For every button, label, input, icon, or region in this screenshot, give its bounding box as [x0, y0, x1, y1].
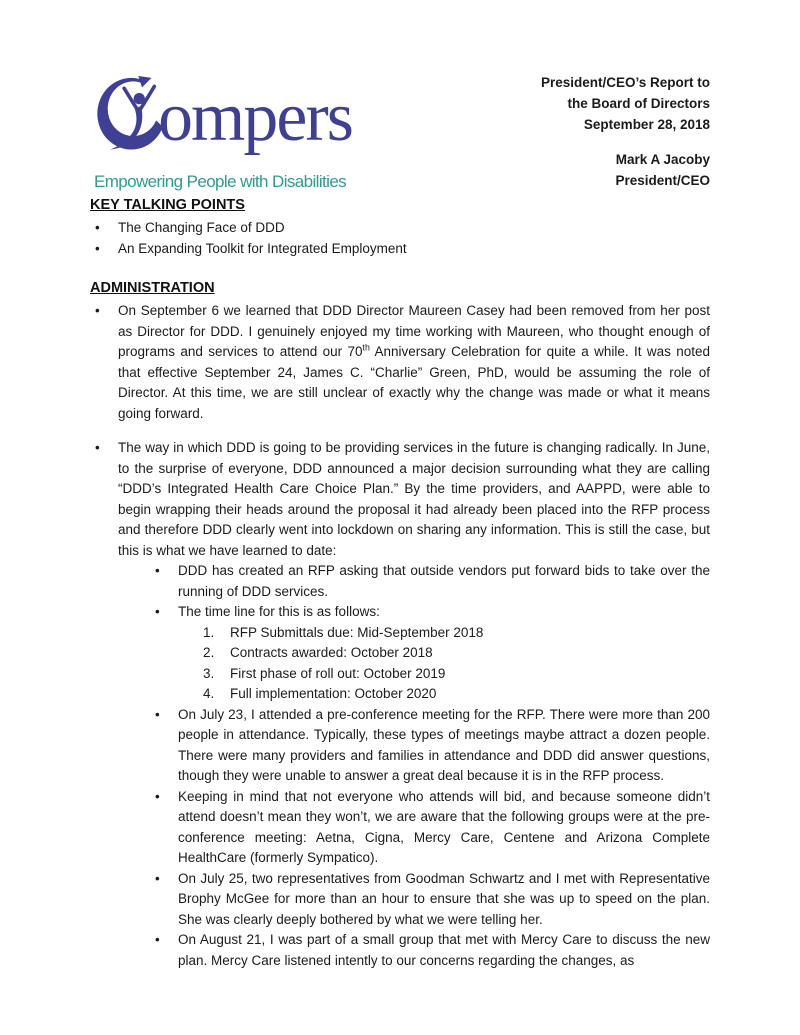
- ddd-plan-sublist: [118, 561, 710, 971]
- logo-tagline: Empowering People with Disabilities: [94, 171, 347, 191]
- author-title: President/CEO: [615, 173, 710, 188]
- key-talking-points-heading: KEY TALKING POINTS: [90, 197, 245, 213]
- author-name: Mark A Jacoby: [615, 152, 710, 167]
- timeline-step: Contracts awarded: October 2018: [230, 645, 433, 660]
- report-header: [90, 70, 710, 196]
- sub-item-brophy-mcgee-meeting: • On July 25, two representatives from Goodman Schwartz and I met with Representative Brophy McGee for more than an hour to ensure that she was up to speed on the plan. She was clearly deeply bothered by what we were telling her.: [178, 869, 710, 931]
- report-title-line1: President/CEO’s Report to: [540, 75, 710, 90]
- gompers-wordmark: [94, 70, 356, 165]
- report-date: September 28, 2018: [583, 117, 710, 132]
- timeline-list: [178, 623, 710, 705]
- paragraph-text: The way in which DDD is going to be providing services in the future is changing radically. In June, to the surprise of everyone, DDD announced a major decision surrounding what they are calling “DDD’s Integrated Health Care Choice Plan.” By the time providers, and AAPPD, were able to begin wrapping their heads around the proposal it had already been placed into the RFP process and therefore DDD clearly went into lockdown on sharing any information. This is still the case, but this is what we have learned to date:: [118, 440, 710, 558]
- meta-spacer: [541, 135, 710, 149]
- admin-bullet-ddd-services-change: [118, 438, 710, 971]
- report-body: [90, 196, 710, 971]
- sub-item-bidding-groups: • Keeping in mind that not everyone who attends will bid, and because someone didn’t attend doesn’t mean they won’t, we are aware that the following groups were at the pre-conference meeting: Aetna, Cigna, Mercy Care, Centene and Arizona Complete HealthCare (formerly Sympatico).: [178, 787, 710, 869]
- g-glyph-group: [97, 76, 352, 156]
- sub-item-preconference-meeting: • On July 23, I attended a pre-conference meeting for the RFP. There were more than 200 people in attendance. Typically, these types of meetings maybe attract a dozen people. There were many providers and families in attendance and DDD did answer questions, though they were unable to answer a great deal because it is in the RFP process.: [178, 705, 710, 787]
- paragraph-text: On September 6 we learned that DDD Director Maureen Casey had been removed from her post as Director for DDD. I genuinely enjoyed my time working with Maureen, who thought enough of programs and services to attend our 70: [118, 303, 710, 359]
- admin-bullet-maureen-casey: [118, 301, 710, 424]
- wordmark-text: ompers: [158, 79, 353, 157]
- list-item: • The Changing Face of DDD: [118, 218, 710, 239]
- paragraph-text: Anniversary Celebration for quite a while. It was noted that effective September 24, James C. “Charlie” Green, PhD, would be assuming the role of Director. At this time, we are still unclear of exactly why the change was made or what it means going forward.: [118, 344, 710, 421]
- administration-heading: ADMINISTRATION: [90, 280, 215, 296]
- g-serif: [138, 76, 151, 87]
- gompers-logo: [94, 70, 356, 192]
- timeline-step: First phase of roll out: October 2019: [230, 665, 446, 681]
- report-title-line2: the Board of Directors: [567, 96, 710, 111]
- paragraph-text: The time line for this is as follows:: [178, 604, 380, 619]
- sub-item-rfp-created: • DDD has created an RFP asking that outside vendors put forward bids to take over the running of DDD services.: [178, 561, 710, 602]
- list-item: • An Expanding Toolkit for Integrated Employment: [118, 239, 710, 260]
- timeline-step: Full implementation: October 2020: [230, 686, 437, 701]
- report-meta: [541, 70, 710, 191]
- sub-item-timeline: [178, 602, 710, 705]
- sub-item-mercy-care-meeting: • On August 21, I was part of a small group that met with Mercy Care to discuss the new plan. Mercy Care listened intently to our concerns regarding the changes, as: [178, 930, 710, 971]
- administration-list: [90, 301, 710, 971]
- key-talking-points-list: [90, 218, 710, 259]
- timeline-step: RFP Submittals due: Mid-September 2018: [230, 624, 484, 640]
- ordinal-superscript: th: [362, 342, 370, 353]
